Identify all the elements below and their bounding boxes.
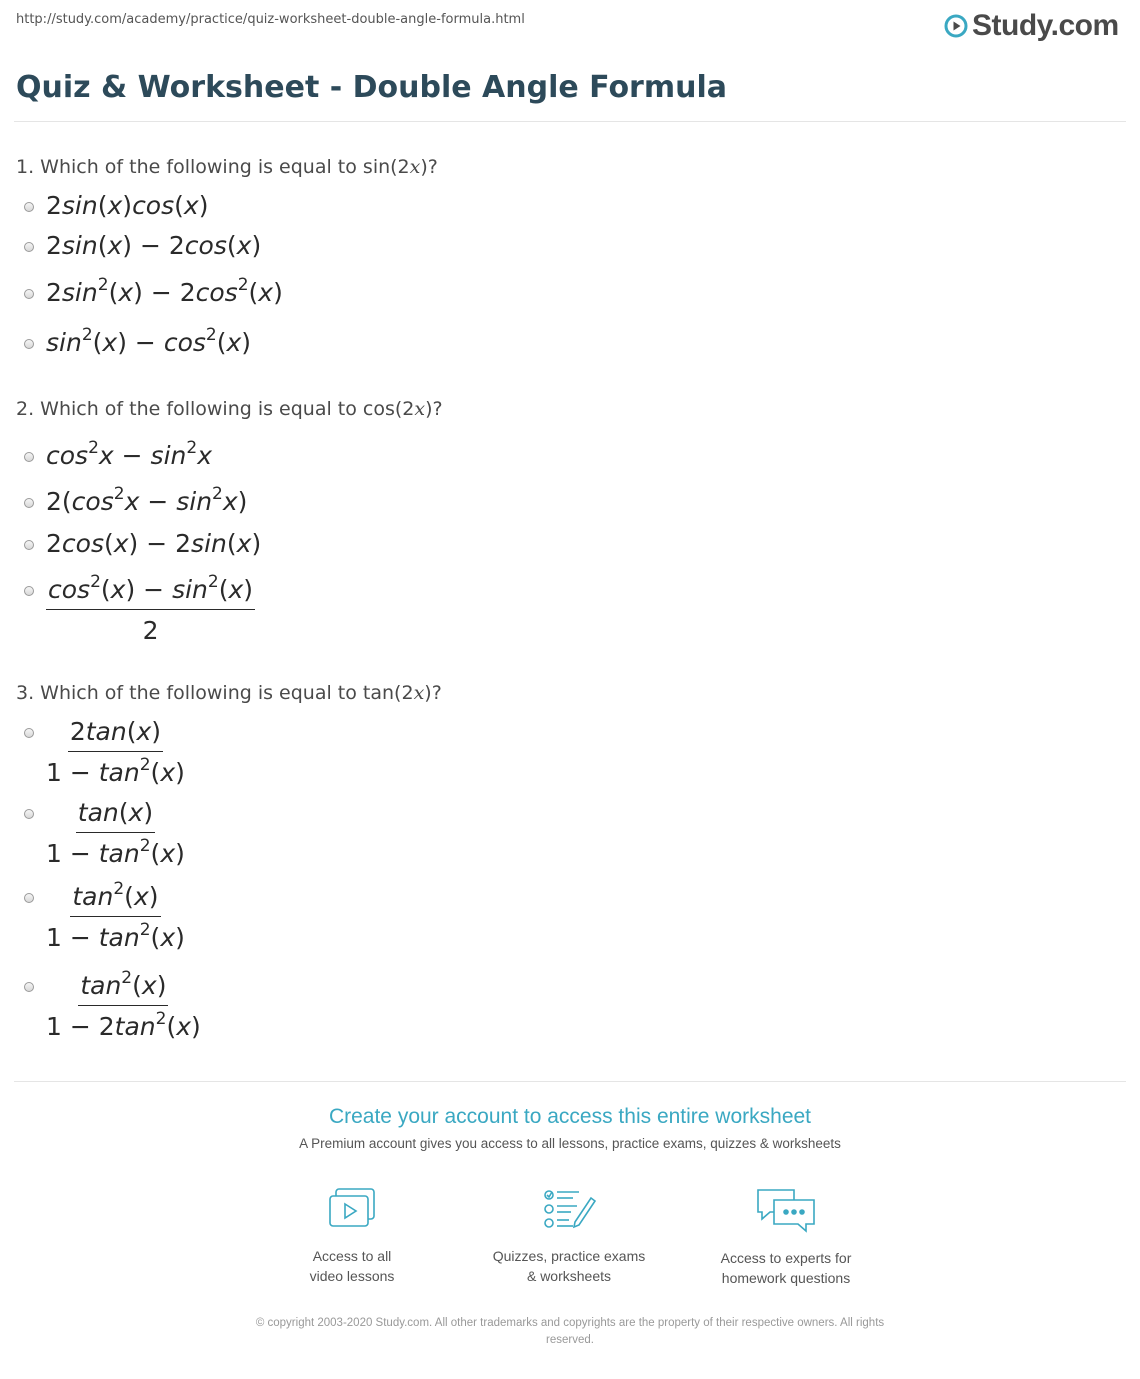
- option-formula: $\frac{2\tan(x)}{1 - \tan^2(x)}$: [46, 717, 185, 787]
- radio-button[interactable]: [24, 452, 34, 462]
- question-2-var: x: [414, 398, 426, 420]
- question-1-text: 1. Which of the following is equal to sin(2: [16, 156, 410, 178]
- page-url: http://study.com/academy/practice/quiz-worksheet-double-angle-formula.html: [16, 12, 525, 27]
- radio-button[interactable]: [24, 540, 34, 550]
- answer-option[interactable]: [24, 717, 185, 788]
- radio-button[interactable]: [24, 289, 34, 299]
- option-formula: 2cos(x) − 2sin(x): [46, 529, 262, 558]
- cta-subtitle: A Premium account gives you access to all lessons, practice exams, quizzes & worksheets: [299, 1136, 841, 1151]
- feature-line: Access to experts for: [720, 1250, 852, 1266]
- divider: [14, 1081, 1126, 1082]
- option-formula: $\sin^2(x) - \cos^2(x)$: [46, 325, 252, 357]
- answer-option[interactable]: [24, 572, 255, 646]
- option-formula: 2sin(x) − 2cos(x): [46, 231, 262, 260]
- option-formula: $2(\cos^2x - \sin^2x)$: [46, 484, 248, 516]
- feature-line: homework questions: [721, 1270, 851, 1286]
- radio-button[interactable]: [24, 339, 34, 349]
- copyright-line: © copyright 2003-2020 Study.com. All other trademarks and copyrights are the property of their respective owners. All rights: [255, 1317, 885, 1329]
- page-title: Quiz & Worksheet - Double Angle Formula: [16, 70, 727, 105]
- answer-option[interactable]: [24, 325, 252, 358]
- radio-button[interactable]: [24, 893, 34, 903]
- answer-option[interactable]: [24, 484, 248, 517]
- answer-option[interactable]: [24, 968, 201, 1042]
- feature-label: [252, 1246, 452, 1286]
- radio-button[interactable]: [24, 498, 34, 508]
- answer-option[interactable]: [24, 798, 185, 869]
- copyright: [210, 1315, 930, 1349]
- question-3-text: 3. Which of the following is equal to tan(2: [16, 682, 414, 704]
- answer-option[interactable]: [24, 879, 185, 953]
- quiz-list-icon: [541, 1186, 597, 1232]
- question-2: [16, 398, 443, 420]
- radio-button[interactable]: [24, 242, 34, 252]
- question-2-text: 2. Which of the following is equal to cos(2: [16, 398, 415, 420]
- feature-line: video lessons: [309, 1268, 395, 1284]
- option-formula: $2\sin^2(x) - 2\cos^2(x)$: [46, 275, 283, 307]
- feature-video-lessons: [252, 1186, 452, 1286]
- study-logo[interactable]: [944, 6, 1119, 46]
- option-formula: $\frac{\tan^2(x)}{1 - \tan^2(x)}$: [46, 879, 185, 952]
- option-formula: $\frac{\tan^2(x)}{1 - 2\tan^2(x)}$: [46, 968, 201, 1041]
- question-3-suffix: )?: [424, 682, 442, 704]
- feature-label: [469, 1246, 669, 1286]
- feature-label: [686, 1248, 886, 1288]
- feature-quizzes: [469, 1186, 669, 1286]
- copyright-line: reserved.: [546, 1334, 594, 1346]
- question-1-var: x: [409, 156, 421, 178]
- question-1-suffix: )?: [420, 156, 438, 178]
- answer-option[interactable]: [24, 231, 261, 261]
- feature-line: & worksheets: [526, 1268, 612, 1284]
- question-1: [16, 156, 438, 178]
- radio-button[interactable]: [24, 202, 34, 212]
- question-3: [16, 682, 442, 704]
- option-formula: $\frac{\tan(x)}{1 - \tan^2(x)}$: [46, 798, 185, 868]
- answer-option[interactable]: [24, 529, 261, 559]
- answer-option[interactable]: [24, 191, 208, 221]
- divider: [14, 121, 1126, 122]
- video-lessons-icon: [326, 1186, 378, 1232]
- feature-experts: [686, 1186, 886, 1288]
- option-formula: $\frac{\cos^2(x) - \sin^2(x)}{2}$: [48, 572, 254, 645]
- chat-bubbles-icon: [754, 1186, 818, 1234]
- answer-option[interactable]: [24, 438, 212, 471]
- radio-button[interactable]: [24, 586, 34, 596]
- radio-button[interactable]: [24, 728, 34, 738]
- logo-text: Study.com: [972, 9, 1119, 42]
- option-formula: $\cos^2x - \sin^2x$: [46, 438, 212, 470]
- play-circle-icon: [944, 14, 968, 38]
- radio-button[interactable]: [24, 809, 34, 819]
- feature-line: Access to all: [312, 1248, 392, 1264]
- answer-option[interactable]: [24, 275, 283, 308]
- cta-title[interactable]: Create your account to access this entire worksheet: [328, 1105, 812, 1128]
- question-3-var: x: [413, 682, 425, 704]
- radio-button[interactable]: [24, 982, 34, 992]
- feature-line: Quizzes, practice exams: [492, 1248, 646, 1264]
- question-2-suffix: )?: [425, 398, 443, 420]
- option-formula: 2sin(x)cos(x): [46, 191, 209, 220]
